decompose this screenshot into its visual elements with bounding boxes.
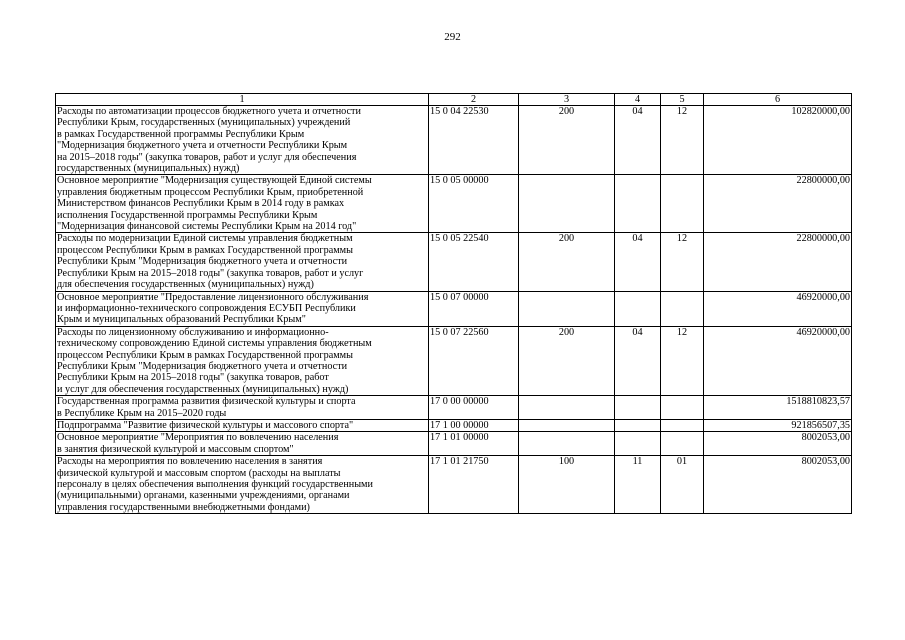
row-name: Основное мероприятие "Предоставление лицензионного обслуживания и информационно-технического сопровождения ЕСУБП Республики Крым и муниципальных образований Республики Крым" — [56, 291, 429, 326]
table-row — [56, 175, 852, 233]
row-vr: 200 — [519, 233, 615, 291]
row-sum: 46920000,00 — [704, 291, 852, 326]
row-vr: 100 — [519, 456, 615, 514]
row-code: 15 0 04 22530 — [429, 106, 519, 175]
row-rz: 04 — [615, 326, 661, 395]
row-vr — [519, 432, 615, 456]
row-code: 17 0 00 00000 — [429, 396, 519, 420]
row-vr — [519, 291, 615, 326]
row-sum: 8002053,00 — [704, 456, 852, 514]
row-sum: 22800000,00 — [704, 233, 852, 291]
row-vr: 200 — [519, 326, 615, 395]
row-pr — [661, 419, 704, 431]
row-pr — [661, 396, 704, 420]
row-vr: 200 — [519, 106, 615, 175]
row-vr — [519, 175, 615, 233]
row-name: Расходы по модернизации Единой системы управления бюджетным процессом Республики Крым в рамках Государственной программы Республики Крым "Модернизация бюджетного учета и отчетности Республики Крым на 2015–2018 годы" (закупка товаров, работ и услуг для обеспечения государственных (муниципальных) нужд) — [56, 233, 429, 291]
row-sum: 46920000,00 — [704, 326, 852, 395]
row-name: Расходы на мероприятия по вовлечению населения в занятия физической культурой и массовым спортом (расходы на выплаты персоналу в целях обеспечения выполнения функций государственными (муниципальными) органами, казенными учреждениями, органами управления государственными внебюджетными фондами) — [56, 456, 429, 514]
row-code: 17 1 00 00000 — [429, 419, 519, 431]
row-pr: 12 — [661, 106, 704, 175]
row-sum: 1518810823,57 — [704, 396, 852, 420]
row-name: Расходы по лицензионному обслуживанию и информационно- техническому сопровождению Единой системы управления бюджетным процессом Республики Крым в рамках Государственной программы Республики Крым "Модернизация бюджетного учета и отчетности Республики Крым на 2015–2018 годы" (закупка товаров, работ и услуг для обеспечения государственных (муниципальных) нужд) — [56, 326, 429, 395]
col-header-3: 3 — [519, 94, 615, 106]
col-header-6: 6 — [704, 94, 852, 106]
row-name: Расходы по автоматизации процессов бюджетного учета и отчетности Республики Крым, государственных (муниципальных) учреждений в рамках Государственной программы Республики Крым "Модернизация бюджетного учета и отчетности Республики Крым на 2015–2018 годы" (закупка товаров, работ и услуг для обеспечения государственных (муниципальных) нужд) — [56, 106, 429, 175]
row-name: Основное мероприятие "Мероприятия по вовлечению населения в занятия физической культурой и массовым спортом" — [56, 432, 429, 456]
col-header-4: 4 — [615, 94, 661, 106]
row-pr — [661, 175, 704, 233]
col-header-5: 5 — [661, 94, 704, 106]
row-code: 15 0 07 00000 — [429, 291, 519, 326]
table-row — [56, 233, 852, 291]
table-row — [56, 326, 852, 395]
row-sum: 22800000,00 — [704, 175, 852, 233]
row-rz: 11 — [615, 456, 661, 514]
row-rz — [615, 419, 661, 431]
col-header-1: 1 — [56, 94, 429, 106]
budget-table — [55, 93, 852, 514]
row-code: 15 0 05 00000 — [429, 175, 519, 233]
header-row — [56, 94, 852, 106]
row-pr: 01 — [661, 456, 704, 514]
row-vr — [519, 396, 615, 420]
row-code: 15 0 07 22560 — [429, 326, 519, 395]
row-sum: 8002053,00 — [704, 432, 852, 456]
row-vr — [519, 419, 615, 431]
row-rz — [615, 291, 661, 326]
table-row — [56, 396, 852, 420]
row-name: Основное мероприятие "Модернизация существующей Единой системы управления бюджетным процессом Республики Крым, приобретенной Министерством финансов Республики Крым в 2014 году в рамках исполнения Государственной программы Республики Крым "Модернизация финансовой системы Республики Крым на 2014 год" — [56, 175, 429, 233]
row-code: 17 1 01 00000 — [429, 432, 519, 456]
table-row — [56, 106, 852, 175]
table-row — [56, 419, 852, 431]
row-name: Подпрограмма "Развитие физической культуры и массового спорта" — [56, 419, 429, 431]
row-rz: 04 — [615, 233, 661, 291]
row-pr — [661, 291, 704, 326]
table-row — [56, 291, 852, 326]
row-name: Государственная программа развития физической культуры и спорта в Республике Крым на 2015–2020 годы — [56, 396, 429, 420]
row-code: 15 0 05 22540 — [429, 233, 519, 291]
row-pr — [661, 432, 704, 456]
row-pr: 12 — [661, 326, 704, 395]
row-sum: 921856507,35 — [704, 419, 852, 431]
row-rz — [615, 396, 661, 420]
row-pr: 12 — [661, 233, 704, 291]
row-rz — [615, 175, 661, 233]
row-code: 17 1 01 21750 — [429, 456, 519, 514]
row-rz: 04 — [615, 106, 661, 175]
row-rz — [615, 432, 661, 456]
table-row — [56, 432, 852, 456]
page-number: 292 — [444, 31, 461, 43]
col-header-2: 2 — [429, 94, 519, 106]
row-sum: 102820000,00 — [704, 106, 852, 175]
table-row — [56, 456, 852, 514]
